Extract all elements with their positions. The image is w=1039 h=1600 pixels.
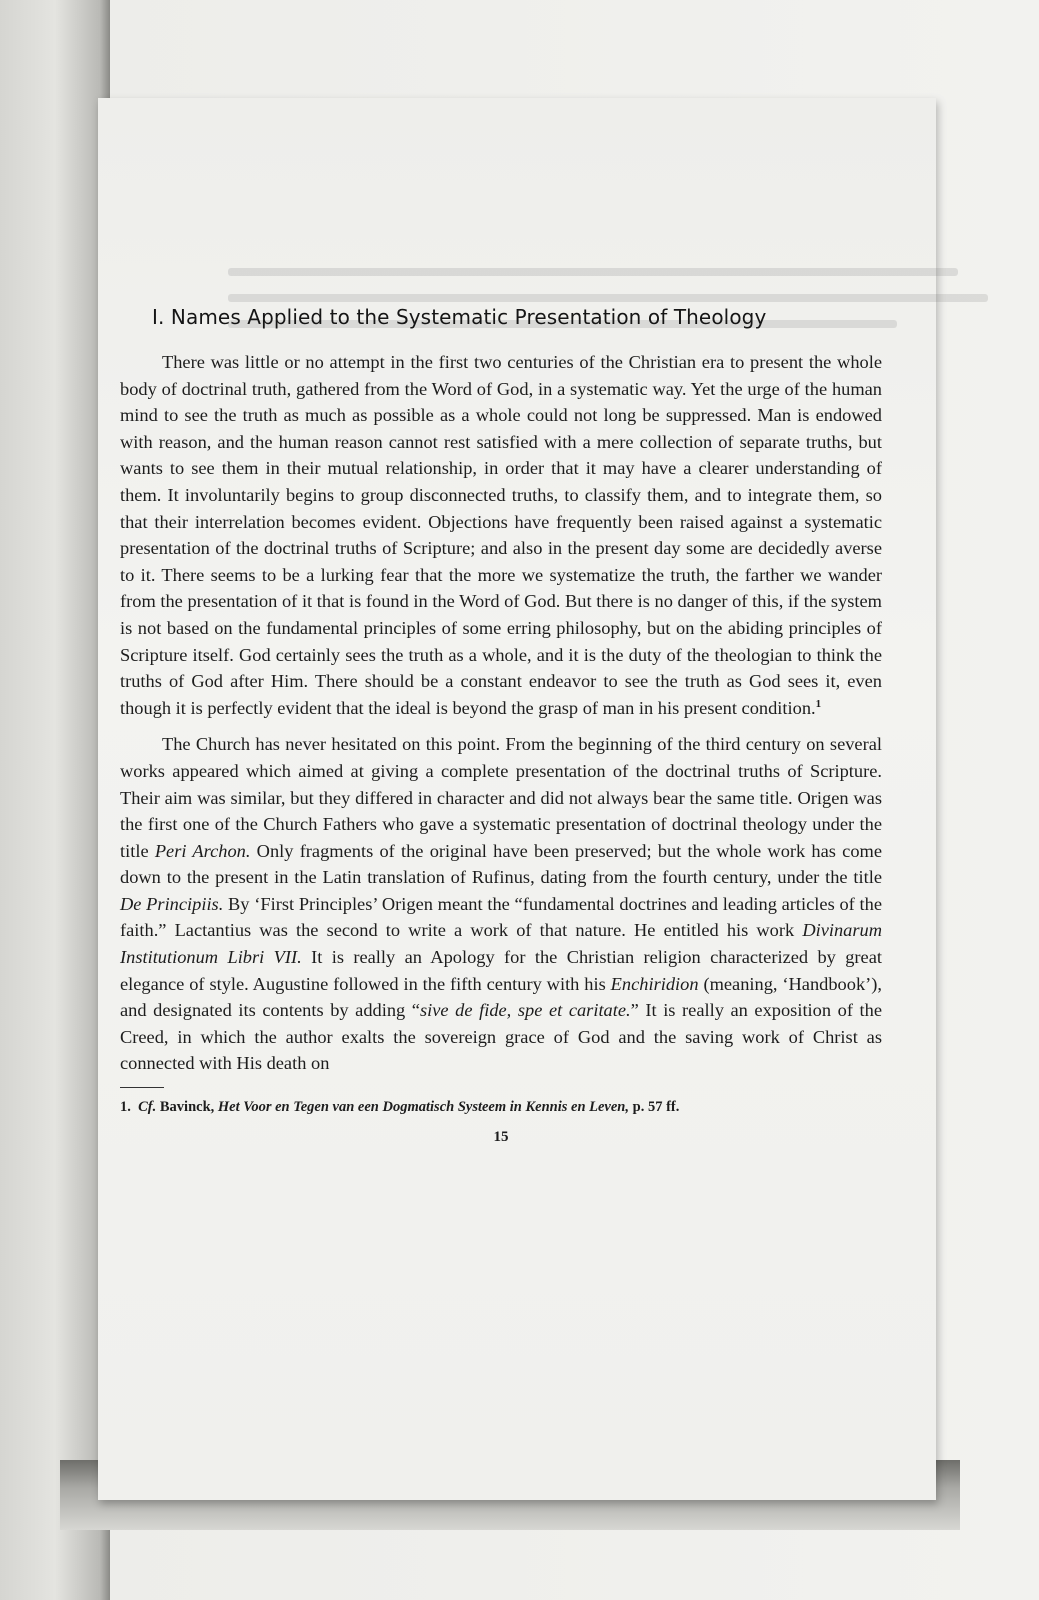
page-content: [120, 305, 882, 1146]
paragraph-2-text-f: ” It is really an exposition of the Creed, in which the author exalts the sovereign grace of God and the saving work of Christ as connected with His death on: [120, 1000, 883, 1074]
footnote-title: Het Voor en Tegen van een Dogmatisch Systeem in Kennis en Leven,: [217, 1099, 629, 1116]
paragraph-2-text-b: Only fragments of the original have been preserved; but the whole work has come down to the present in the Latin translation of Rufinus, dating from the fourth century, under the title: [120, 840, 882, 888]
page-number: 15: [493, 1129, 509, 1146]
footnote-cf: Cf.: [138, 1099, 157, 1116]
title-peri-archon: Peri Archon.: [154, 840, 251, 861]
paragraph-1-text: There was little or no attempt in the first two centuries of the Christian era to present the whole body of doctrinal truth, gathered from the Word of God, in a systematic way. Yet the urge of the human mind to see the truth as much as possible as a whole could not long be suppressed. Man is endowed with reason, and the human reason cannot rest satisfied with a mere collection of separate truths, but wants to see them in their mutual relationship, in order that it may have a clearer understanding of them. It involuntarily begins to group disconnected truths, to classify them, and to integrate them, so that their interrelation becomes evident. Objections have frequently been raised against a systematic presentation of the doctrinal truths of Scripture; and also in the present day some are decidedly averse to it. There seems to be a lurking fear that the more we systematize the truth, the farther we wander from the presentation of it that is found in the Word of God. But there is no danger of this, if the system is not based on the fundamental principles of some erring philosophy, but on the abiding principles of Scripture itself. God certainly sees the truth as a whole, and it is the duty of the theologian to think the truths of God after Him. There should be a constant endeavor to see the truth as God sees it, even though it is perfectly evident that the ideal is beyond the grasp of man in his present condition.: [120, 352, 882, 718]
paragraph-2-text-d: It is really an Apology for the Christian religion characterized by great elegance of style. Augustine followed in the fifth century with his: [120, 947, 882, 994]
footnote-reference[interactable]: 1: [815, 697, 822, 710]
footnote-number: 1.: [120, 1099, 131, 1116]
paragraph-2: [120, 731, 882, 1077]
title-de-principiis: De Principiis.: [120, 893, 224, 914]
title-divinarum: Divinarum Institutionum Libri VII.: [120, 920, 882, 968]
paragraph-2-text-a: The Church has never hesitated on this point. From the beginning of the third century on several works appeared which aimed at giving a complete presentation of the doctrinal truths of Scripture. Their aim was similar, but they differed in character and did not always bear the same title. Origen was the first one of the Church Fathers who gave a systematic presentation of doctrinal theology under the title: [120, 734, 882, 861]
footnote-pages: p. 57 ff.: [629, 1099, 680, 1116]
footnote-author: Bavinck,: [156, 1099, 218, 1116]
footnote: [120, 1098, 882, 1117]
facing-page-edge: [0, 0, 110, 1600]
paragraph-2-text-c: By ‘First Principles’ Origen meant the “fundamental doctrines and leading articles of the faith.” Lactantius was the second to write a work of that nature. He entitled his work: [120, 893, 882, 941]
paragraph-2-text-e: (meaning, ‘Handbook’), and designated its contents by adding “: [120, 973, 882, 1021]
latin-subtitle: sive de fide, spe et caritate.: [419, 1000, 631, 1021]
section-heading: I. Names Applied to the Systematic Presentation of Theology: [152, 305, 767, 329]
paragraph-1: [120, 349, 882, 721]
footnote-divider: [120, 1087, 164, 1088]
title-enchiridion: Enchiridion: [610, 973, 699, 994]
